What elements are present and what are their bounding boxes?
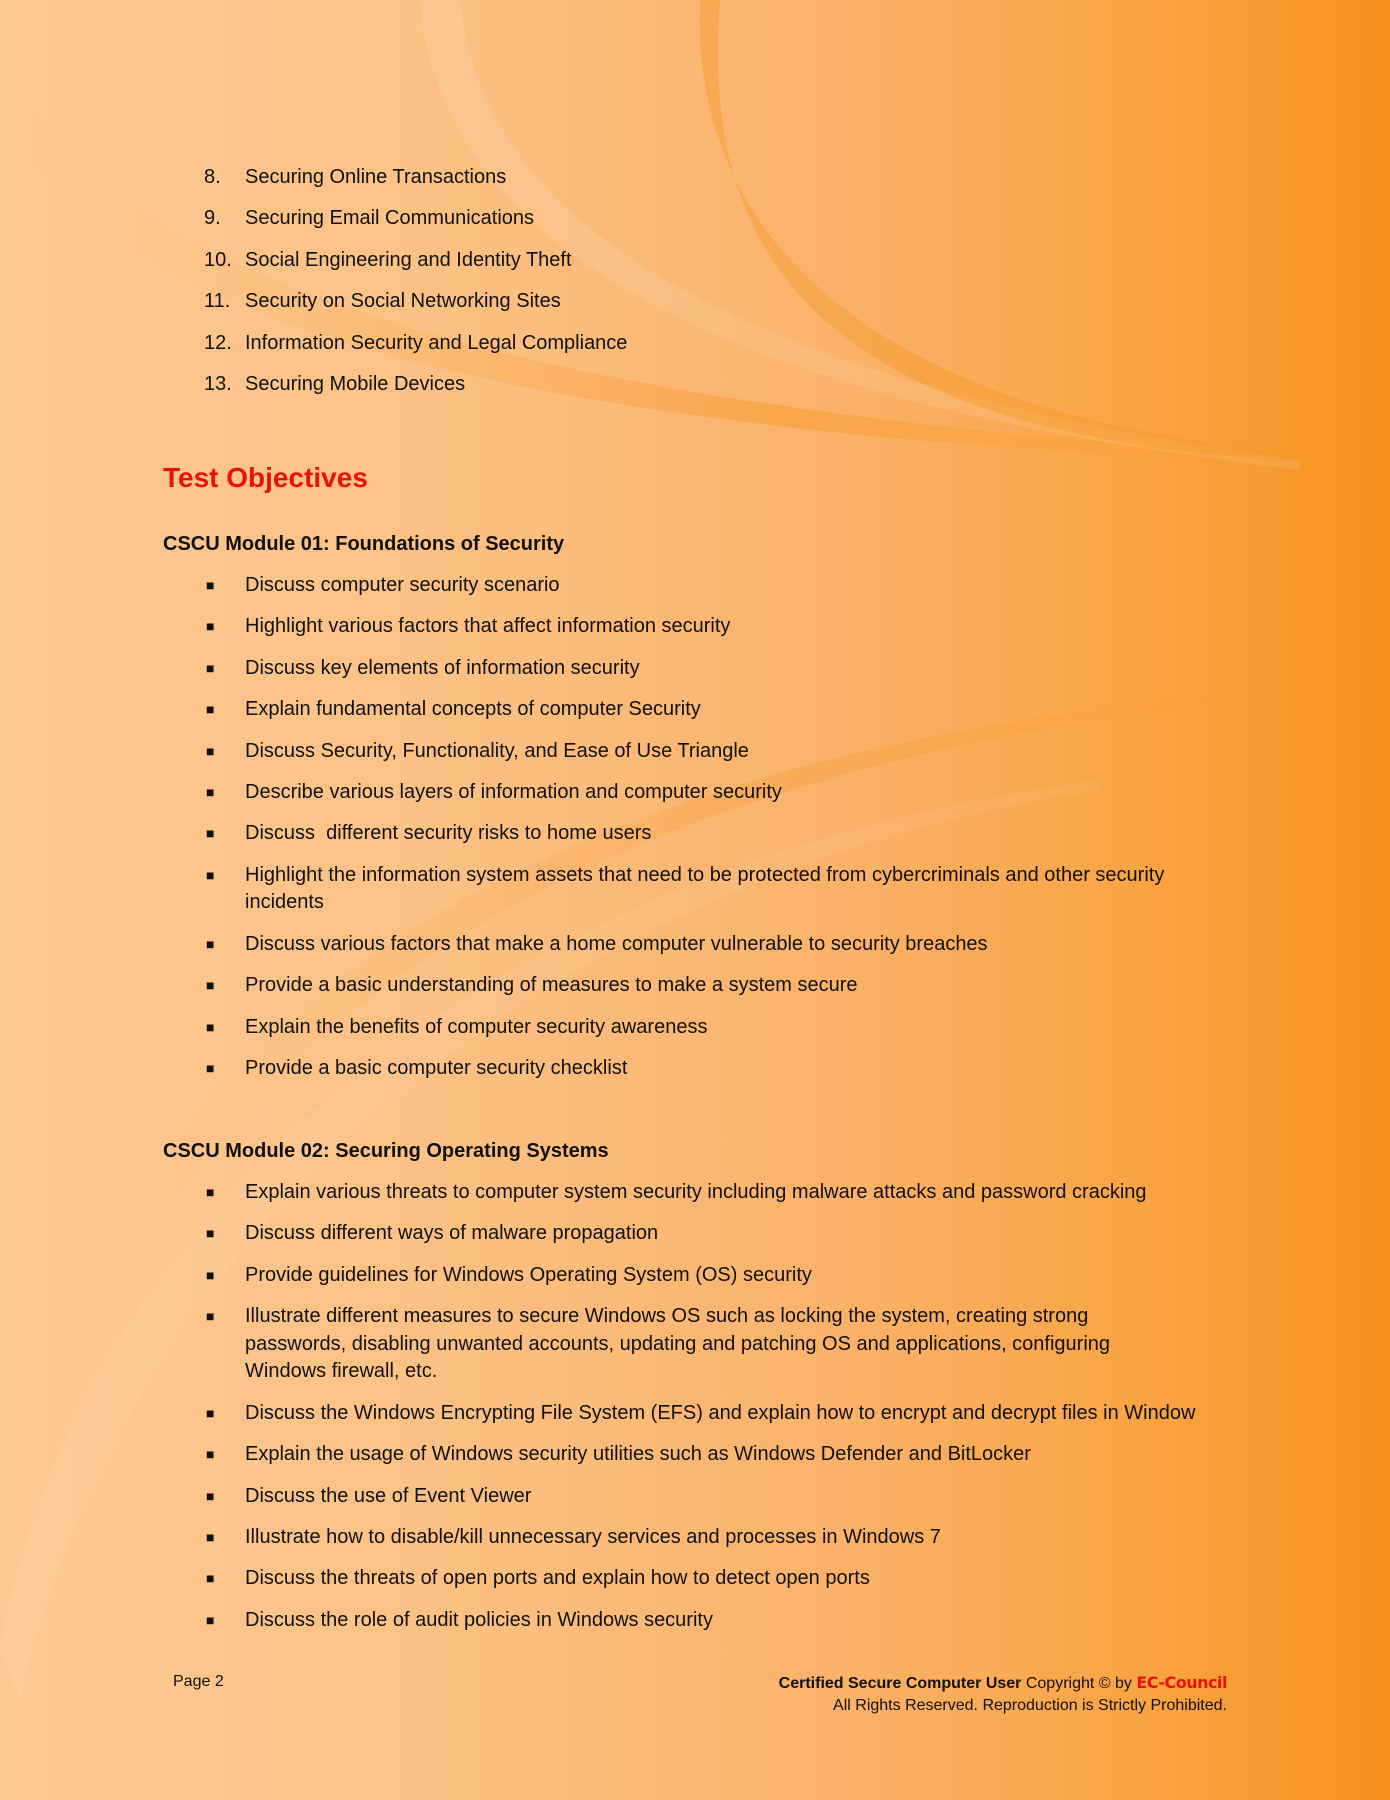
list-number: 9.	[204, 207, 221, 230]
list-item	[204, 1400, 1244, 1428]
list-item	[204, 1179, 1244, 1207]
bullet-icon: ■	[206, 1446, 215, 1463]
bullet-icon: ■	[206, 742, 215, 759]
bullet-icon: ■	[206, 1570, 215, 1587]
objective-text: Discuss the role of audit policies in Windows security	[245, 1608, 713, 1631]
objective-text: Discuss key elements of information security	[245, 656, 640, 679]
list-label: Securing Mobile Devices	[245, 372, 466, 395]
bullet-icon: ■	[206, 1528, 215, 1545]
list-item	[204, 696, 1244, 724]
bullet-icon: ■	[206, 1018, 215, 1035]
bullet-icon: ■	[206, 1308, 215, 1325]
list-number: 11.	[204, 290, 231, 313]
list-item	[204, 1483, 1244, 1511]
brand-logo: EC-Council	[1136, 1673, 1227, 1692]
list-item	[204, 1565, 1244, 1593]
objective-text: Describe various layers of information and computer security	[245, 780, 782, 803]
footer-copyright	[779, 1672, 1227, 1717]
list-item	[204, 931, 1244, 959]
objective-text: Discuss the Windows Encrypting File System (EFS) and explain how to encrypt and decrypt files in Window	[245, 1401, 1196, 1424]
list-item	[204, 245, 627, 286]
bullet-icon: ■	[206, 825, 215, 842]
list-item	[204, 972, 1244, 1000]
module1-title: CSCU Module 01: Foundations of Security	[163, 533, 565, 555]
section-heading: Test Objectives	[163, 462, 368, 493]
objective-text: Provide a basic understanding of measures to make a system secure	[245, 974, 858, 997]
objective-text: Explain fundamental concepts of computer Security	[245, 698, 701, 721]
objective-text: Explain the benefits of computer security awareness	[245, 1015, 708, 1038]
list-item	[204, 162, 627, 203]
bullet-icon: ■	[206, 1611, 215, 1628]
bullet-icon: ■	[206, 977, 215, 994]
footer-line-1	[779, 1672, 1227, 1695]
objective-text: Explain the usage of Windows security utilities such as Windows Defender and BitLocker	[245, 1443, 1031, 1466]
bullet-icon: ■	[206, 1404, 215, 1421]
list-item	[204, 1220, 1244, 1248]
list-item	[204, 1441, 1244, 1469]
list-item	[204, 1262, 1244, 1290]
objective-text: Illustrate how to disable/kill unnecessary services and processes in Windows 7	[245, 1525, 941, 1548]
objective-text: Explain various threats to computer system security including malware attacks and password cracking	[245, 1181, 1147, 1203]
list-item	[204, 738, 1244, 766]
bullet-icon: ■	[206, 1225, 215, 1242]
list-item	[204, 655, 1244, 683]
bullet-icon: ■	[206, 935, 215, 952]
list-label: Social Engineering and Identity Theft	[245, 248, 572, 271]
objective-text: Provide guidelines for Windows Operating System (OS) security	[245, 1263, 812, 1286]
bullet-icon: ■	[206, 577, 215, 593]
module-list-continued	[204, 162, 627, 410]
copyright-text: Copyright © by	[1021, 1675, 1137, 1692]
list-item	[204, 328, 627, 369]
objective-text: Discuss the use of Event Viewer	[245, 1484, 532, 1507]
bullet-icon: ■	[206, 1059, 215, 1076]
list-item	[204, 1524, 1244, 1552]
objective-text: Discuss Security, Functionality, and Ease of Use Triangle	[245, 739, 749, 762]
list-number: 10.	[204, 248, 232, 271]
list-item	[204, 572, 1244, 600]
bullet-icon: ■	[206, 866, 215, 883]
objective-text: Illustrate different measures to secure Windows OS such as locking the system, creating strong passwords, disabling unwanted accounts, updating and patching OS and applications, configuring Windows firewall, etc.	[245, 1305, 1111, 1383]
bullet-icon: ■	[206, 1487, 215, 1504]
list-item	[204, 613, 1244, 641]
module2-objectives	[204, 1179, 1244, 1648]
list-item	[204, 369, 627, 410]
list-item	[204, 1055, 1244, 1083]
list-item	[204, 779, 1244, 807]
bullet-icon: ■	[206, 1266, 215, 1283]
rights-text: All Rights Reserved. Reproduction is Strictly Prohibited.	[833, 1697, 1227, 1714]
bullet-icon: ■	[206, 1184, 215, 1200]
objective-text: Discuss the threats of open ports and explain how to detect open ports	[245, 1567, 870, 1590]
bullet-icon: ■	[206, 701, 215, 718]
module2-title: CSCU Module 02: Securing Operating Systems	[163, 1140, 609, 1162]
objective-text: Discuss various factors that make a home computer vulnerable to security breaches	[245, 932, 988, 955]
list-item	[204, 1607, 1244, 1635]
objective-text: Provide a basic computer security checklist	[245, 1056, 628, 1079]
module1-objectives	[204, 572, 1244, 1096]
list-item	[204, 820, 1244, 848]
list-label: Securing Email Communications	[245, 207, 535, 230]
list-label: Security on Social Networking Sites	[245, 290, 561, 313]
objective-text: Discuss different ways of malware propagation	[245, 1222, 659, 1245]
bullet-icon: ■	[206, 783, 215, 800]
list-item	[204, 286, 627, 327]
list-item	[204, 203, 627, 244]
list-label: Information Security and Legal Compliance	[245, 331, 628, 354]
objective-text: Discuss computer security scenario	[245, 574, 560, 596]
product-name: Certified Secure Computer User	[778, 1675, 1022, 1692]
page-number: Page 2	[173, 1673, 224, 1690]
objective-text: Highlight various factors that affect information security	[245, 615, 731, 638]
list-number: 12.	[204, 331, 232, 354]
list-number: 8.	[204, 166, 221, 188]
objective-text: Discuss different security risks to home users	[245, 822, 652, 845]
objective-text: Highlight the information system assets that need to be protected from cybercriminals and other security incidents	[245, 863, 1165, 914]
list-item	[204, 1303, 1244, 1386]
list-number: 13.	[204, 372, 232, 395]
bullet-icon: ■	[206, 659, 215, 676]
bullet-icon: ■	[206, 618, 215, 635]
list-label: Securing Online Transactions	[245, 166, 507, 188]
list-item	[204, 1014, 1244, 1042]
list-item	[204, 862, 1244, 917]
